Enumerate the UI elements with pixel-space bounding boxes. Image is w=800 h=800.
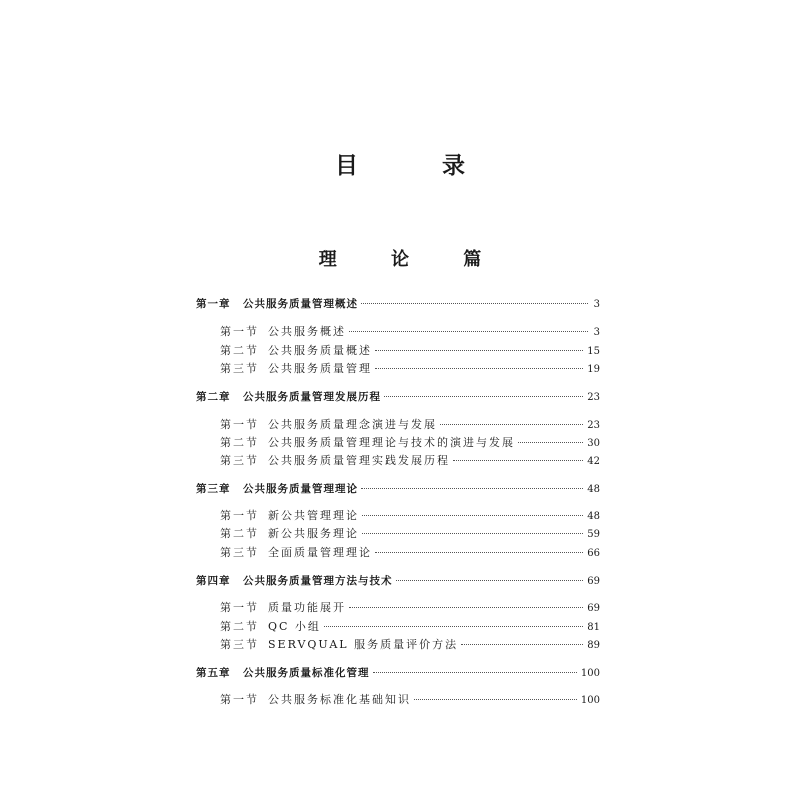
page-number: 48 [587,511,600,522]
chapter-number: 第四章 [196,575,231,587]
page-number: 66 [587,548,600,559]
section-number: 第一节 [220,601,259,614]
toc-chapter-row[interactable] [196,387,600,407]
section-number: 第一节 [220,418,259,431]
toc-section-row[interactable] [196,322,600,342]
toc-section-row[interactable] [196,598,600,618]
toc-section-row[interactable] [196,524,600,544]
section-title: 公共服务质量管理理论与技术的演进与发展 [268,436,515,449]
toc-section-row[interactable] [196,635,600,655]
page-number: 3 [593,299,600,310]
section-title: 公共服务质量管理实践发展历程 [268,454,450,467]
dot-leader [461,643,583,645]
section-title: 质量功能展开 [268,601,346,614]
dot-leader [440,423,583,425]
dot-leader [375,367,583,369]
chapter-title: 公共服务质量管理发展历程 [243,391,381,403]
page-number: 42 [587,456,600,467]
page-number: 69 [587,603,600,614]
chapter-number: 第五章 [196,667,231,679]
toc-section-row[interactable] [196,433,600,453]
chapter-title: 公共服务质量管理理论 [243,483,358,495]
chapter-title: 公共服务质量管理方法与技术 [243,575,393,587]
dot-leader [349,330,588,332]
dot-leader [361,302,588,304]
section-number: 第一节 [220,325,259,338]
page-number: 89 [587,640,600,651]
chapter-title: 公共服务质量管理概述 [243,298,358,310]
page-title: 目 录 [334,152,503,179]
toc-section-row[interactable] [196,543,600,563]
page-number: 30 [587,438,600,449]
section-number: 第三节 [220,362,259,375]
section-title: 公共服务质量概述 [268,344,372,357]
dot-leader [384,395,583,397]
section-title: 公共服务标准化基础知识 [268,693,411,706]
section-title: 新公共服务理论 [268,527,359,540]
dot-leader [518,441,583,443]
page-number: 48 [587,484,600,495]
toc-section-row[interactable] [196,359,600,379]
toc-chapter-row[interactable] [196,663,600,683]
page-number: 69 [587,576,600,587]
chapter-number: 第三章 [196,483,231,495]
page-number: 59 [587,529,600,540]
chapter-number: 第二章 [196,391,231,403]
section-number: 第三节 [220,638,259,651]
toc-chapter-row[interactable] [196,479,600,499]
dot-leader [349,606,583,608]
section-number: 第二节 [220,344,259,357]
section-title: QC 小组 [268,620,321,633]
section-title: 公共服务质量管理 [268,362,372,375]
page-number: 15 [587,346,600,357]
dot-leader [362,532,583,534]
page-number: 81 [587,622,600,633]
section-title: 公共服务概述 [268,325,346,338]
page-number: 100 [580,695,600,706]
chapter-number: 第一章 [196,298,231,310]
dot-leader [396,579,584,581]
chapter-title: 公共服务质量标准化管理 [243,667,370,679]
page-number: 3 [593,327,600,338]
dot-leader [373,671,577,673]
part-heading: 理 论 篇 [318,249,506,270]
toc-chapter-row[interactable] [196,294,600,314]
section-title: SERVQUAL 服务质量评价方法 [268,638,459,651]
section-number: 第三节 [220,546,259,559]
toc-section-row[interactable] [196,617,600,637]
dot-leader [453,459,583,461]
dot-leader [361,487,583,489]
toc-section-row[interactable] [196,690,600,710]
toc-section-row[interactable] [196,451,600,471]
page-number: 23 [587,420,600,431]
dot-leader [414,698,577,700]
section-number: 第二节 [220,436,259,449]
toc-section-row[interactable] [196,341,600,361]
toc-section-row[interactable] [196,415,600,435]
section-number: 第一节 [220,693,259,706]
page-number: 19 [587,364,600,375]
dot-leader [375,551,583,553]
section-number: 第二节 [220,527,259,540]
page-number: 23 [587,392,600,403]
section-title: 全面质量管理理论 [268,546,372,559]
toc-chapter-row[interactable] [196,571,600,591]
dot-leader [362,514,583,516]
section-title: 公共服务质量理念演进与发展 [268,418,437,431]
section-number: 第二节 [220,620,259,633]
section-number: 第一节 [220,509,259,522]
dot-leader [324,625,583,627]
toc-section-row[interactable] [196,506,600,526]
section-title: 新公共管理理论 [268,509,359,522]
section-number: 第三节 [220,454,259,467]
dot-leader [375,349,583,351]
page-number: 100 [580,668,600,679]
